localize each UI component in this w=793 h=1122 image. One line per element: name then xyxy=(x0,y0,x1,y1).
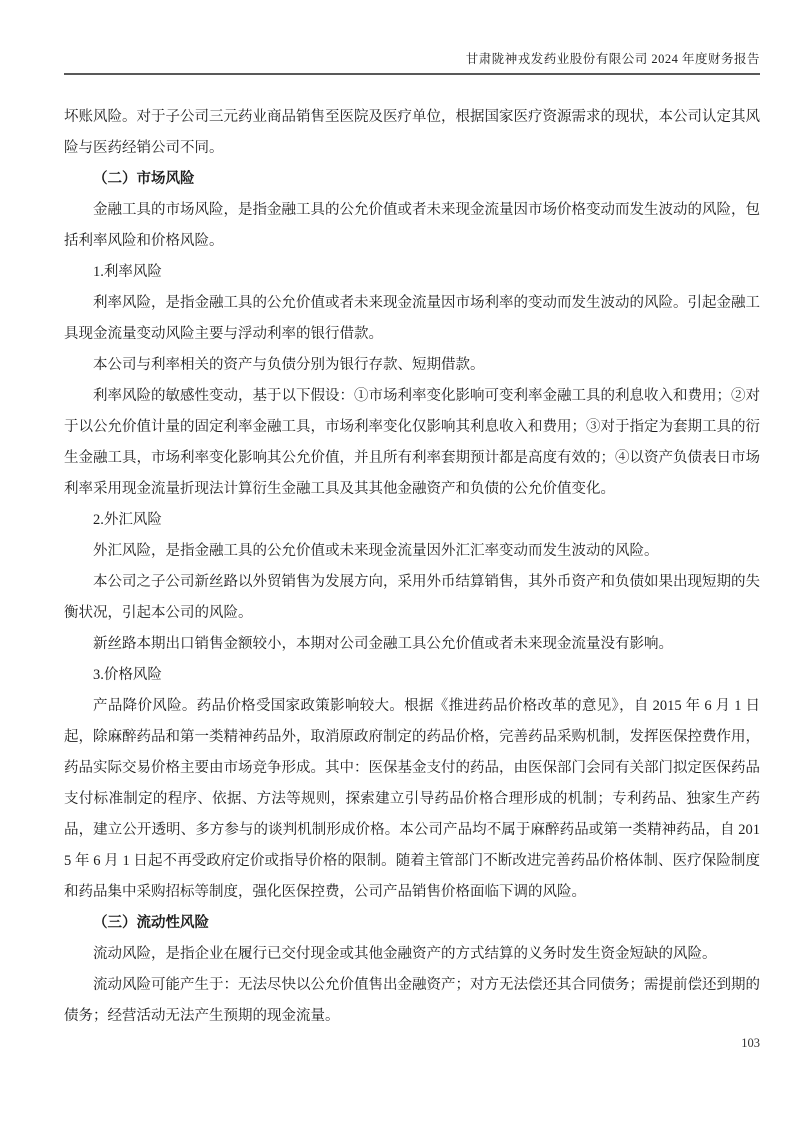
paragraph-foreign-exchange-definition: 外汇风险，是指金融工具的公允价值或未来现金流量因外汇汇率变动而发生波动的风险。 xyxy=(93,543,659,559)
paragraph-foreign-exchange-subsidiary: 本公司之子公司新丝路以外贸销售为发展方向，采用外币结算销售，其外币资产和负债如果出现短期的失衡状况，引起本公司的风险。 xyxy=(64,574,760,621)
paragraph-interest-rate-sensitivity: 利率风险的敏感性变动，基于以下假设：①市场利率变化影响可变利率金融工具的利息收入和费用；②对于以公允价值计量的固定利率金融工具，市场利率变化仅影响其利息收入和费用；③对于指定为套期工具的衍生金融工具，市场利率变化影响其公允价值，并且所有利率套期预计都是高度有效的；④以资产负债表日市场利率采用现金流量折现法计算衍生金融工具及其其他金融资产和负债的公允价值变化。 xyxy=(64,388,760,497)
subheading-interest-rate-risk: 1.利率风险 xyxy=(93,264,162,280)
page-number: 103 xyxy=(741,1036,760,1050)
section-heading-liquidity-risk: （三）流动性风险 xyxy=(93,915,209,931)
paragraph-liquidity-risk-definition: 流动风险，是指企业在履行已交付现金或其他金融资产的方式结算的义务时发生资金短缺的风险。 xyxy=(93,946,717,962)
paragraph-bad-debt-continuation: 坏账风险。对于子公司三元药业商品销售至医院及医疗单位，根据国家医疗资源需求的现状，本公司认定其风险与医药经销公司不同。 xyxy=(64,109,760,156)
report-header-title: 甘肃陇神戎发药业股份有限公司 2024 年度财务报告 xyxy=(64,52,760,75)
document-body xyxy=(64,102,760,1032)
paragraph-foreign-exchange-impact: 新丝路本期出口销售金额较小，本期对公司金融工具公允价值或者未来现金流量没有影响。 xyxy=(93,636,673,652)
paragraph-interest-rate-risk-definition: 利率风险，是指金融工具的公允价值或者未来现金流量因市场利率的变动而发生波动的风险。引起金融工具现金流量变动风险主要与浮动利率的银行借款。 xyxy=(64,295,760,342)
subheading-price-risk: 3.价格风险 xyxy=(93,667,162,683)
section-heading-market-risk: （二）市场风险 xyxy=(93,171,195,187)
paragraph-price-risk-detail: 产品降价风险。药品价格受国家政策影响较大。根据《推进药品价格改革的意见》，自 2015 年 6 月 1 日起，除麻醉药品和第一类精神药品外，取消原政府制定的药品价格，完善药品采购机制，发挥医保控费作用，药品实际交易价格主要由市场竞争形成。其中：医保基金支付的药品，由医保部门会同有关部门拟定医保药品支付标准制定的程序、依据、方法等规则，探索建立引导药品价格合理形成的机制；专利药品、独家生产药品，建立公开透明、多方参与的谈判机制形成价格。本公司产品均不属于麻醉药品或第一类精神药品，自 2015 年 6 月 1 日起不再受政府定价或指导价格的限制。随着主管部门不断改进完善药品价格体制、医疗保险制度和药品集中采购招标等制度，强化医保控费，公司产品销售价格面临下调的风险。 xyxy=(64,698,760,900)
subheading-foreign-exchange-risk: 2.外汇风险 xyxy=(93,512,162,528)
paragraph-interest-rate-assets: 本公司与利率相关的资产与负债分别为银行存款、短期借款。 xyxy=(93,357,485,373)
paragraph-liquidity-risk-sources: 流动风险可能产生于：无法尽快以公允价值售出金融资产；对方无法偿还其合同债务；需提前偿还到期的债务；经营活动无法产生预期的现金流量。 xyxy=(64,977,760,1024)
paragraph-market-risk-definition: 金融工具的市场风险，是指金融工具的公允价值或者未来现金流量因市场价格变动而发生波动的风险，包括利率风险和价格风险。 xyxy=(64,202,760,249)
